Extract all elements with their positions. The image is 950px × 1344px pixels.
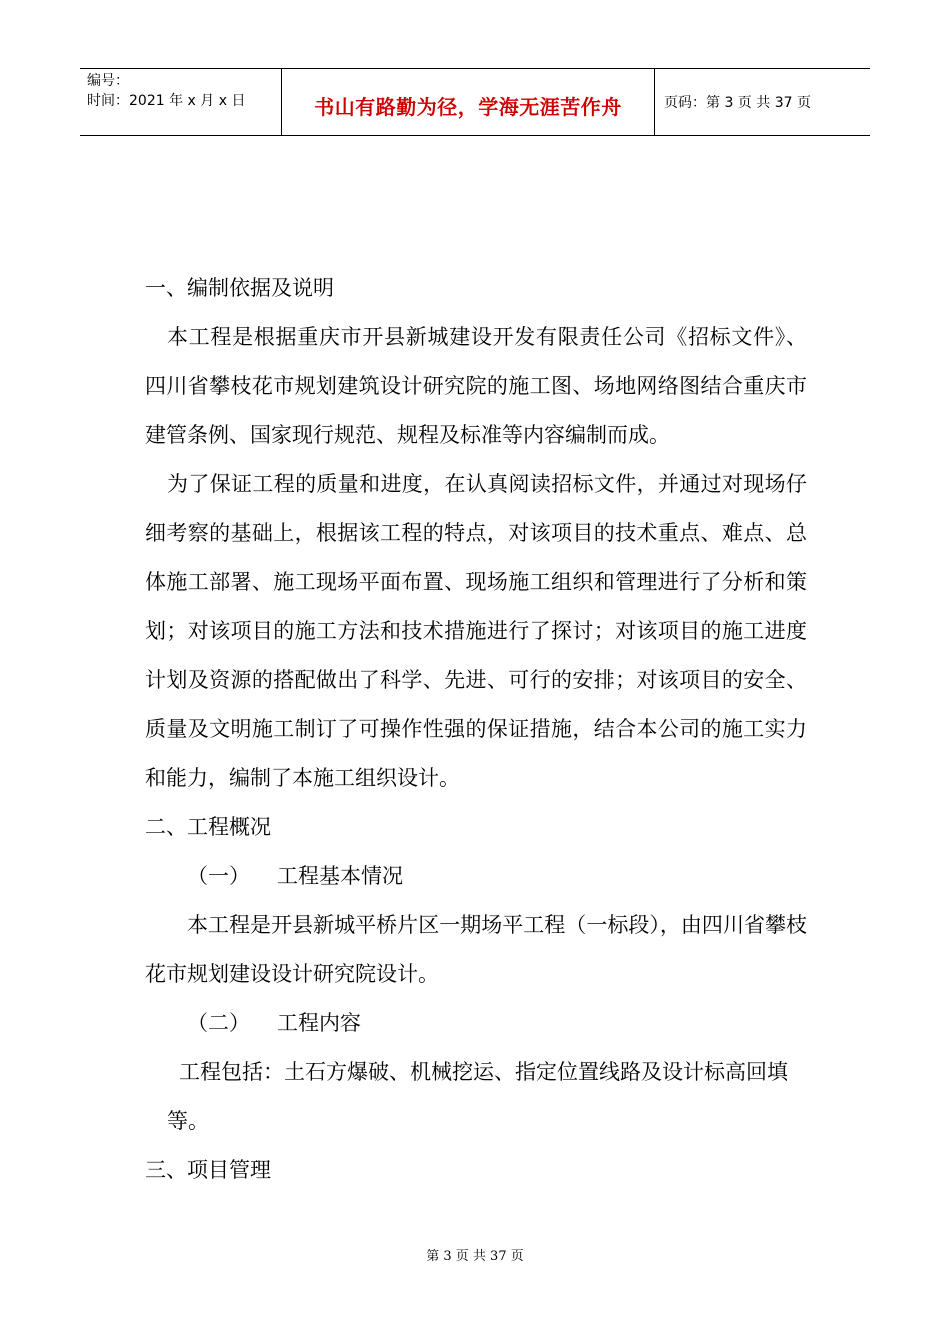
paragraph-basis: 本工程是根据重庆市开县新城建设开发有限责任公司《招标文件》、四川省攀枝花市规划建筑设计研究院的施工图、场地网络图结合重庆市建管条例、国家现行规范、规程及标准等内容编制而成。 [145, 325, 807, 447]
subsection-number-2: （二） [187, 1011, 250, 1035]
section-heading-2: 二、工程概况 [145, 815, 271, 839]
subsection-heading-1 [145, 852, 807, 901]
header-motto-cell [282, 69, 655, 135]
document-date: 时间：2021 年 x 月 x 日 [87, 93, 246, 109]
paragraph-scope: 工程包括：土石方爆破、机械挖运、指定位置线路及设计标高回填等。 [167, 1060, 788, 1133]
header-page-number: 页码：第 3 页 共 37 页 [664, 95, 811, 111]
subsection-number-1: （一） [187, 864, 250, 888]
subsection-title-2: 工程内容 [277, 1011, 361, 1035]
subsection-heading-2 [145, 999, 807, 1048]
paragraph-overview: 本工程是开县新城平桥片区一期场平工程（一标段），由四川省攀枝花市规划建设设计研究院设计。 [145, 913, 807, 986]
paragraph-purpose: 为了保证工程的质量和进度，在认真阅读招标文件，并通过对现场仔细考察的基础上，根据该工程的特点，对该项目的技术重点、难点、总体施工部署、施工现场平面布置、现场施工组织和管理进行了分析和策划；对该项目的施工方法和技术措施进行了探讨；对该项目的施工进度计划及资源的搭配做出了科学、先进、可行的安排；对该项目的安全、质量及文明施工制订了可操作性强的保证措施，结合本公司的施工实力和能力，编制了本施工组织设计。 [145, 472, 807, 790]
header-motto: 书山有路勤为径，学海无涯苦作舟 [314, 95, 622, 119]
section-heading-1: 一、编制依据及说明 [145, 276, 334, 300]
header-page-cell [655, 69, 870, 135]
page-footer: 第 3 页 共 37 页 [426, 1249, 524, 1264]
header-meta [80, 69, 282, 135]
subsection-title-1: 工程基本情况 [277, 864, 403, 888]
page-header [80, 68, 870, 136]
document-body [145, 264, 807, 1195]
section-heading-3: 三、项目管理 [145, 1158, 271, 1182]
document-code: 编号： [87, 73, 129, 89]
